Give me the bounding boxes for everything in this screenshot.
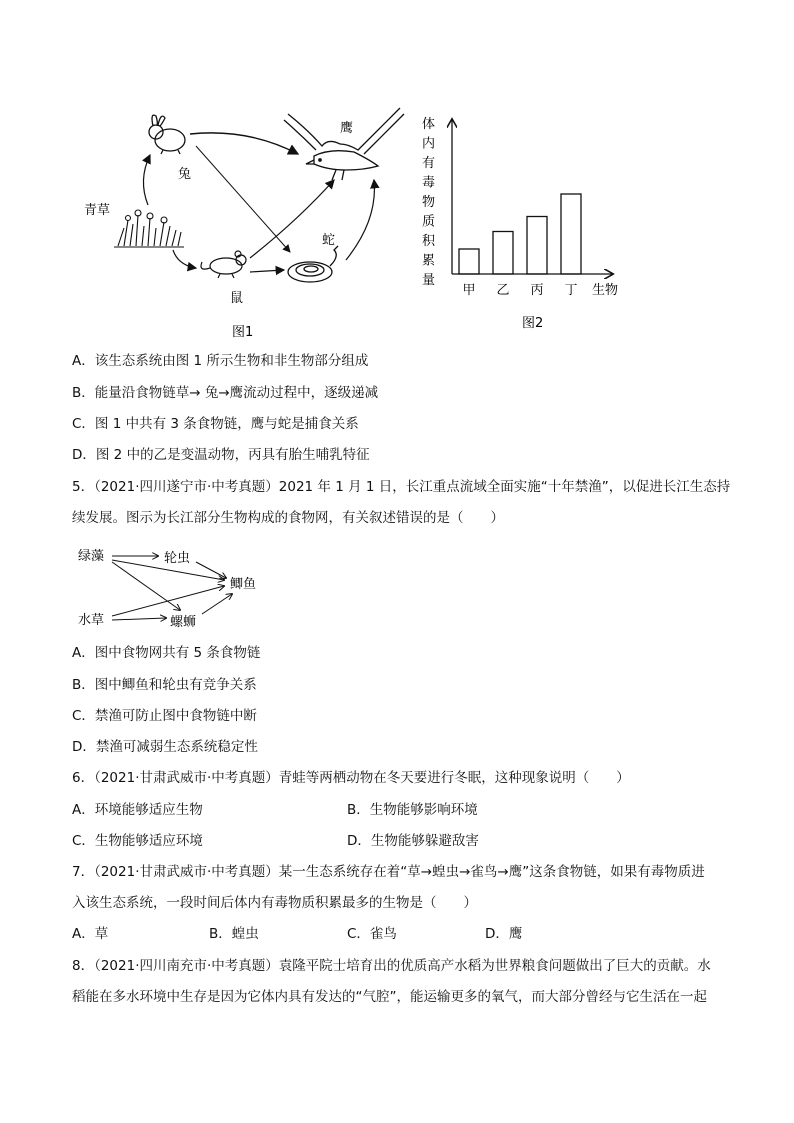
rabbit-icon [149, 115, 185, 154]
arrow-grass-mouse [173, 250, 196, 268]
food-web-drawing [72, 540, 272, 636]
web-waterweed: 水草 [78, 613, 105, 628]
q4-option-a: A．该生态系统由图 1 所示生物和非生物部分组成 [72, 353, 369, 369]
figure-1 [78, 100, 418, 340]
arrow-mouse-snake [250, 270, 284, 272]
label-snake: 蛇 [322, 233, 336, 248]
x-axis-label: 生物 [592, 283, 619, 298]
figure-2-caption: 图2 [522, 316, 544, 331]
figure-1-drawing [78, 100, 418, 340]
label-rabbit: 兔 [178, 167, 192, 182]
q6-option-a: A．环境能够适应生物 [72, 802, 203, 818]
x-tick-label-1: 乙 [496, 283, 510, 298]
figure-2 [418, 108, 638, 334]
arrow-grass-rabbit [143, 155, 150, 205]
q4-option-c: C．图 1 中共有 3 条食物链，鹰与蛇是捕食关系 [72, 416, 359, 432]
q8-stem-line1: 8．（2021·四川南充市·中考真题）袁隆平院士培育出的优质高产水稻为世界粮食问题做出了巨大的贡献。水 [72, 958, 711, 974]
q5-option-a: A．图中食物网共有 5 条食物链 [72, 645, 261, 661]
q7-stem-line2: 入该生态系统，一段时间后体内有毒物质积累最多的生物是（ ） [72, 895, 477, 911]
q6-option-b: B．生物能够影响环境 [347, 802, 478, 818]
x-tick-label-3: 丁 [564, 283, 578, 298]
label-hawk: 鹰 [340, 121, 354, 136]
x-tick-label-2: 丙 [530, 283, 544, 298]
arrow-rabbit-hawk [190, 133, 298, 154]
grass-icon [114, 210, 184, 247]
web-arrow-weed-snail [112, 618, 166, 620]
mouse-icon [201, 251, 246, 278]
hawk-icon [284, 108, 404, 180]
web-crucian: 鲫鱼 [230, 577, 257, 592]
q7-option-a: A．草 [72, 926, 109, 942]
q6-option-d: D．生物能够躲避敌害 [347, 833, 479, 849]
web-arrow-weed-crucian [112, 586, 224, 616]
web-snail: 螺蛳 [170, 615, 197, 630]
bar-1 [493, 232, 513, 275]
q5-option-c: C．禁渔可防止图中食物链中断 [72, 708, 257, 724]
q5-stem-line1: 5．（2021·四川遂宁市·中考真题）2021 年 1 月 1 日，长江重点流域全面实施“十年禁渔”，以促进长江生态持 [72, 479, 731, 495]
q4-option-d: D．图 2 中的乙是变温动物，丙具有胎生哺乳特征 [72, 447, 370, 463]
q7-stem-line1: 7．（2021·甘肃武威市·中考真题）某一生态系统存在着“草→蝗虫→雀鸟→鹰”这条食物链，如果有毒物质进 [72, 864, 705, 880]
q7-option-c: C．雀鸟 [347, 926, 397, 942]
web-algae: 绿藻 [78, 549, 105, 564]
q7-option-b: B．蝗虫 [209, 926, 259, 942]
arrow-snake-hawk [346, 180, 374, 260]
q8-stem-line2: 稻能在多水环境中生存是因为它体内具有发达的“气腔”，能运输更多的氧气，而大部分曾经与它生活在一起 [72, 989, 707, 1005]
label-mouse: 鼠 [230, 291, 244, 306]
q5-stem-line2: 续发展。图示为长江部分生物构成的食物网，有关叙述错误的是（ ） [72, 510, 504, 526]
y-axis-label: 体内有毒物质积累量 [422, 117, 436, 288]
figure-1-caption: 图1 [232, 325, 254, 340]
q5-option-b: B．图中鲫鱼和轮虫有竞争关系 [72, 677, 257, 693]
q4-option-b: B．能量沿食物链草→ 兔→鹰流动过程中，逐级递减 [72, 385, 379, 401]
x-tick-label-0: 甲 [462, 283, 476, 298]
bar-2 [527, 217, 547, 275]
q6-stem: 6．（2021·甘肃武威市·中考真题）青蛙等两栖动物在冬天要进行冬眠，这种现象说明（ ） [72, 770, 630, 786]
q6-option-c: C．生物能够适应环境 [72, 833, 203, 849]
bar-3 [561, 194, 581, 274]
web-arrow-algae-snail [112, 562, 180, 610]
q5-option-d: D．禁渔可减弱生态系统稳定性 [72, 739, 258, 755]
snake-icon [288, 246, 338, 282]
q7-option-d: D．鹰 [485, 926, 523, 942]
web-arrow-snail-crucian [202, 594, 232, 614]
bar-0 [459, 249, 479, 274]
q5-food-web [72, 540, 272, 636]
web-rotifer: 轮虫 [164, 551, 191, 566]
label-grass: 青草 [84, 203, 111, 218]
toxin-bar-chart [418, 108, 638, 334]
